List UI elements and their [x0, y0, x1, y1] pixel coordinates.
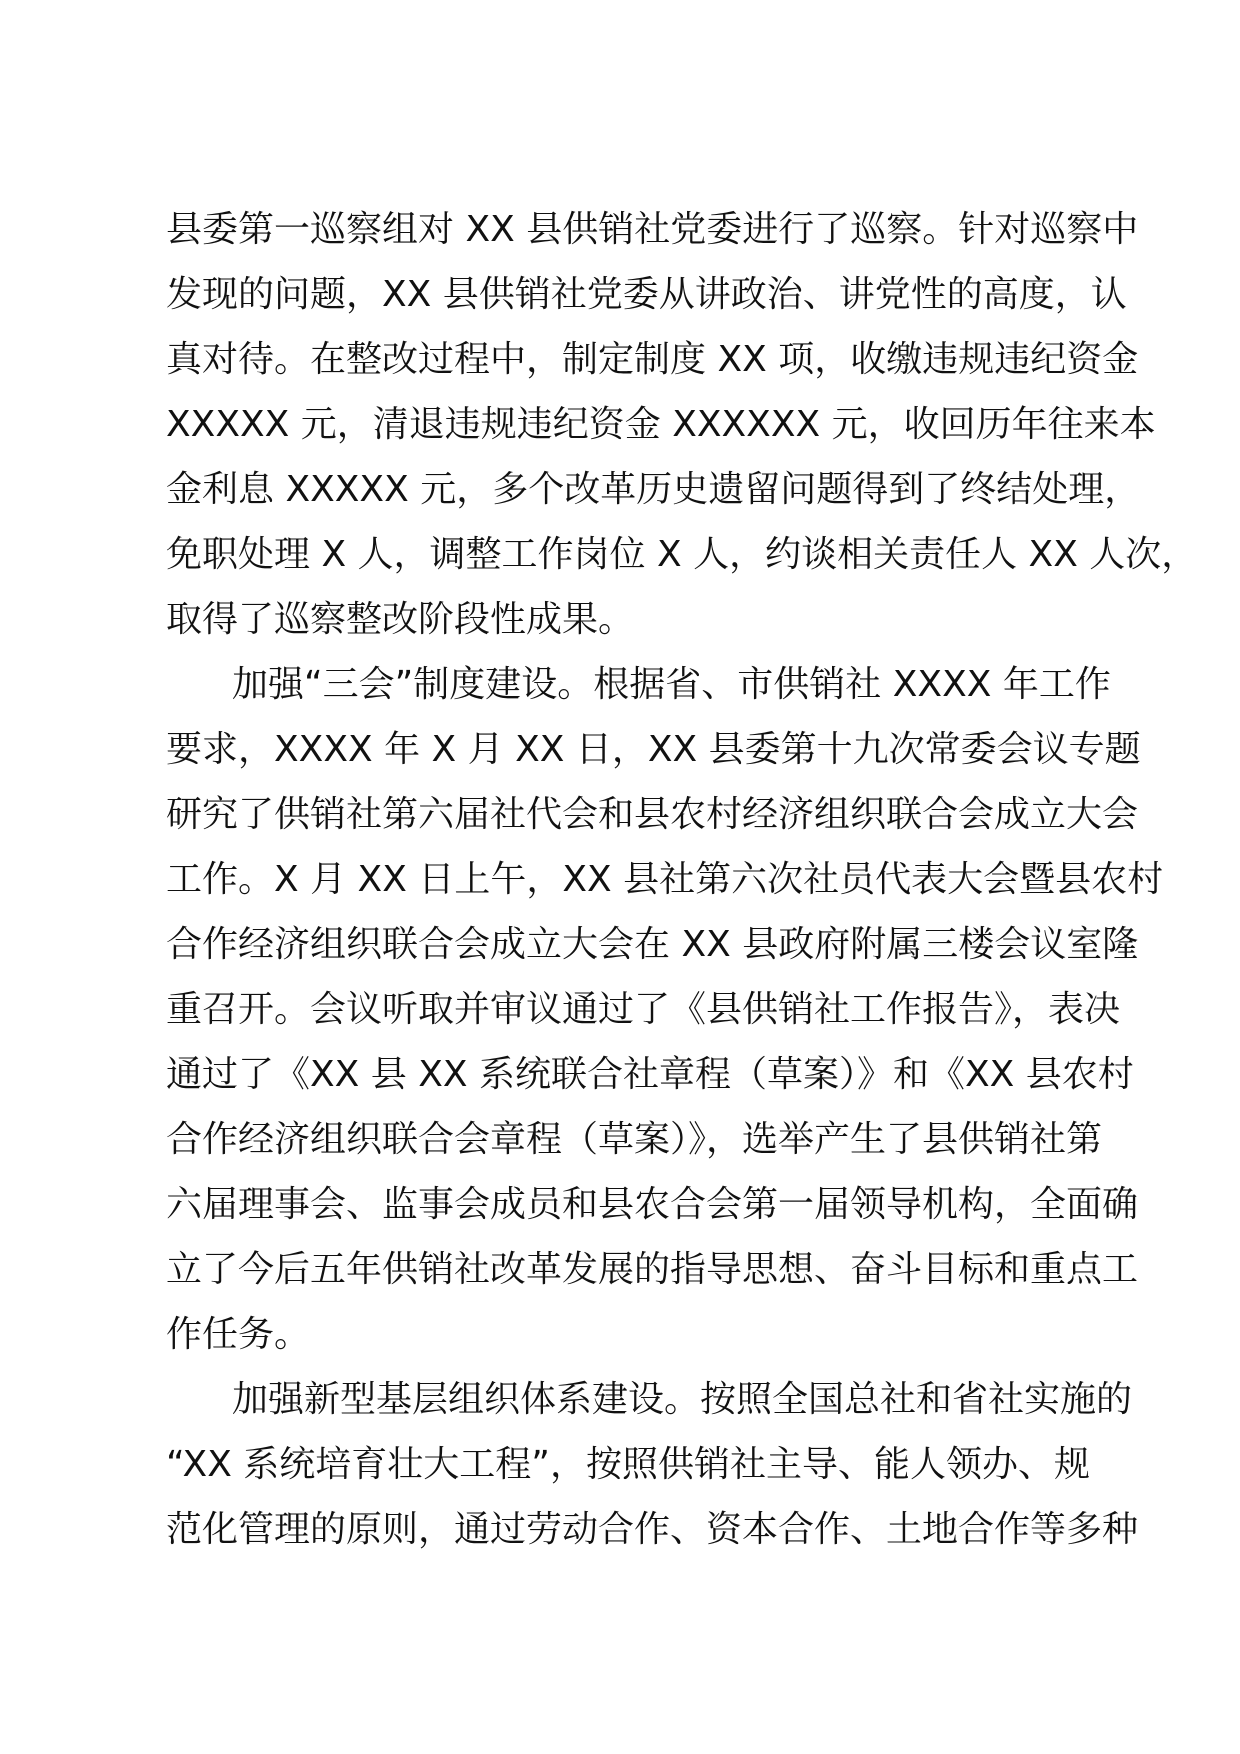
text-line: “XX 系统培育壮大工程”，按照供销社主导、能人领办、规: [166, 1444, 1090, 1485]
paragraph-inspection-results: [166, 197, 1198, 652]
text-line: 六届理事会、监事会成员和县农合会第一届领导机构，全面确: [166, 1184, 1139, 1225]
text-line: 要求，XXXX 年 X 月 XX 日，XX 县委第十九次常委会议专题: [166, 729, 1141, 770]
paragraph-three-meetings: [166, 652, 1164, 1367]
text-line: 范化管理的原则，通过劳动合作、资本合作、土地合作等多种: [166, 1509, 1139, 1550]
text-line: 县委第一巡察组对 XX 县供销社党委进行了巡察。针对巡察中: [166, 209, 1139, 250]
document-body: [166, 197, 1198, 1562]
text-line: 立了今后五年供销社改革发展的指导思想、奋斗目标和重点工: [166, 1249, 1139, 1290]
text-line: 重召开。会议听取并审议通过了《县供销社工作报告》，表决: [166, 989, 1121, 1030]
text-line: 通过了《XX 县 XX 系统联合社章程（草案）》和《XX 县农村: [166, 1054, 1134, 1095]
text-line: 金利息 XXXXX 元，多个改革历史遗留问题得到了终结处理，: [166, 469, 1141, 510]
text-line: 发现的问题，XX 县供销社党委从讲政治、讲党性的高度，认: [166, 274, 1127, 315]
text-line: 免职处理 X 人，调整工作岗位 X 人，约谈相关责任人 XX 人次，: [166, 534, 1198, 575]
text-line-first: 加强新型基层组织体系建设。按照全国总社和省社实施的: [232, 1379, 1133, 1420]
text-line: 工作。X 月 XX 日上午，XX 县社第六次社员代表大会暨县农村: [166, 859, 1164, 900]
text-line: XXXXX 元，清退违规违纪资金 XXXXXX 元，收回历年往来本: [166, 404, 1156, 445]
text-line: 合作经济组织联合会成立大会在 XX 县政府附属三楼会议室隆: [166, 924, 1139, 965]
text-line: 作任务。: [166, 1314, 311, 1355]
text-line: 真对待。在整改过程中，制定制度 XX 项，收缴违规违纪资金: [166, 339, 1139, 380]
text-line: 取得了巡察整改阶段性成果。: [166, 599, 635, 640]
text-line: 研究了供销社第六届社代会和县农村经济组织联合会成立大会: [166, 794, 1139, 835]
text-line: 合作经济组织联合会章程（草案）》，选举产生了县供销社第: [166, 1119, 1103, 1160]
text-line-first: 加强“三会”制度建设。根据省、市供销社 XXXX 年工作: [232, 664, 1111, 705]
paragraph-grassroots-organization: [166, 1367, 1139, 1562]
